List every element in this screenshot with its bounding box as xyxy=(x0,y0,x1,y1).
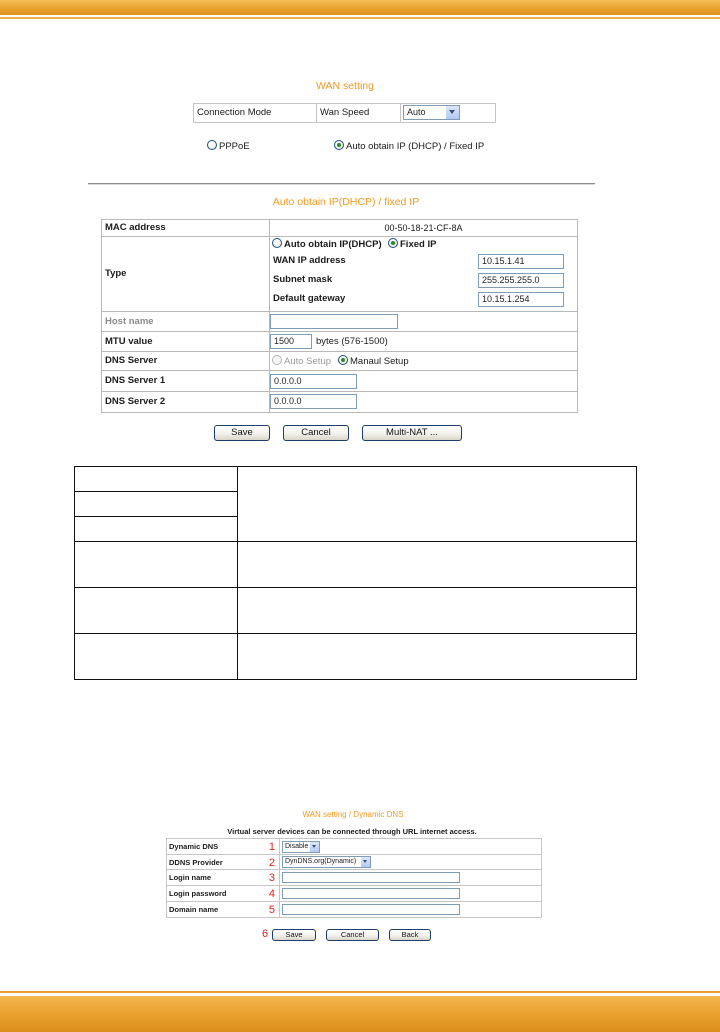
ip-form-title: Auto obtain IP(DHCP) / fixed IP xyxy=(272,196,420,208)
ddns-row-value-cell xyxy=(280,870,542,886)
domain-name-input[interactable] xyxy=(282,904,460,915)
wan-speed-label: Wan Speed xyxy=(317,104,401,122)
ddns-row-label-cell xyxy=(167,870,280,886)
wan-ip-input[interactable]: 10.15.1.41 xyxy=(478,254,564,269)
dns-option-auto[interactable] xyxy=(272,355,331,368)
notes-table xyxy=(74,466,637,680)
ddns-provider-value: DynDNS.org(Dynamic) xyxy=(285,858,357,865)
type-option-auto[interactable] xyxy=(272,238,382,251)
mtu-input[interactable]: 1500 xyxy=(270,334,312,349)
wan-ip-label: WAN IP address xyxy=(273,255,346,266)
ddns-row-value-cell xyxy=(280,902,542,918)
notes-cell xyxy=(75,634,238,680)
dynamic-dns-value: Disable xyxy=(285,843,309,850)
wan-speed-value: Auto xyxy=(407,107,426,117)
header-band xyxy=(0,0,720,15)
pppoe-radio[interactable] xyxy=(207,140,217,150)
dynamic-dns-label: Dynamic DNS xyxy=(169,842,219,851)
marker-2: 2 xyxy=(268,857,275,869)
marker-6: 6 xyxy=(262,928,269,940)
wan-speed-select[interactable] xyxy=(403,105,460,120)
ddns-provider-label: DDNS Provider xyxy=(169,858,223,867)
connection-mode-label: Connection Mode xyxy=(194,104,317,122)
dns2-input[interactable]: 0.0.0.0 xyxy=(270,394,357,409)
ddns-provider-select[interactable] xyxy=(282,856,371,868)
type-option-fixed[interactable] xyxy=(388,238,436,251)
domain-name-label: Domain name xyxy=(169,905,219,914)
notes-cell xyxy=(238,542,637,588)
marker-5: 5 xyxy=(268,904,275,916)
dns1-cell xyxy=(270,371,578,392)
ddns-back-button[interactable]: Back xyxy=(389,929,431,941)
dns-manual-label: Manaul Setup xyxy=(350,356,409,367)
type-label: Type xyxy=(102,237,270,312)
fixed-ip-label: Fixed IP xyxy=(400,239,437,250)
host-name-label: Host name xyxy=(102,312,270,332)
pppoe-label: PPPoE xyxy=(219,141,250,152)
chevron-down-icon[interactable] xyxy=(361,857,370,867)
login-name-input[interactable] xyxy=(282,872,460,883)
dns1-input[interactable]: 0.0.0.0 xyxy=(270,374,357,389)
footer-band xyxy=(0,996,720,1032)
marker-3: 3 xyxy=(268,872,275,884)
dns1-label: DNS Server 1 xyxy=(102,371,270,392)
dns-server-label: DNS Server xyxy=(102,352,270,371)
ddns-cancel-button[interactable]: Cancel xyxy=(326,929,379,941)
connection-table xyxy=(193,103,496,123)
save-button[interactable]: Save xyxy=(214,425,270,441)
chevron-down-icon[interactable] xyxy=(445,106,459,119)
mtu-cell xyxy=(270,332,578,352)
chevron-down-icon[interactable] xyxy=(310,842,319,852)
footer-rule xyxy=(0,991,720,993)
notes-cell xyxy=(238,467,637,542)
mtu-label: MTU value xyxy=(102,332,270,352)
ddns-row-value-cell xyxy=(280,839,542,855)
mtu-hint: bytes (576-1500) xyxy=(316,336,388,347)
ddns-title: WAN setting / Dynamic DNS xyxy=(302,810,404,819)
ddns-row-label-cell xyxy=(167,902,280,918)
multi-nat-button[interactable]: Multi-NAT ... xyxy=(362,425,462,441)
mac-value: 00-50-18-21-CF-8A xyxy=(270,220,578,237)
login-password-input[interactable] xyxy=(282,888,460,899)
dns-server-cell xyxy=(270,352,578,371)
header-rule xyxy=(0,17,720,19)
notes-cell xyxy=(75,517,238,542)
ddns-table xyxy=(166,838,542,918)
login-name-label: Login name xyxy=(169,873,212,882)
notes-cell xyxy=(75,492,238,517)
wan-setting-title: WAN setting xyxy=(316,80,374,92)
fixed-ip-radio[interactable] xyxy=(388,238,398,248)
subnet-mask-label: Subnet mask xyxy=(273,274,333,285)
notes-cell xyxy=(75,542,238,588)
dhcp-radio[interactable] xyxy=(334,140,344,150)
ddns-row-label-cell xyxy=(167,886,280,902)
ip-settings-table xyxy=(101,219,578,413)
ddns-row-value-cell xyxy=(280,855,542,870)
host-name-input[interactable] xyxy=(270,314,398,329)
dns-auto-label: Auto Setup xyxy=(284,356,332,367)
default-gateway-input[interactable]: 10.15.1.254 xyxy=(478,292,564,307)
auto-dhcp-label: Auto obtain IP(DHCP) xyxy=(284,239,382,250)
notes-cell xyxy=(75,467,238,492)
ddns-description: Virtual server devices can be connected through URL internet access. xyxy=(227,827,477,836)
dns-manual-radio[interactable] xyxy=(338,355,348,365)
login-password-label: Login password xyxy=(169,889,227,898)
ddns-row-label-cell xyxy=(167,839,280,855)
host-name-cell xyxy=(270,312,578,332)
notes-cell xyxy=(238,588,637,634)
cancel-button[interactable]: Cancel xyxy=(283,425,349,441)
dns2-cell xyxy=(270,392,578,413)
marker-4: 4 xyxy=(268,888,275,900)
ddns-row-label-cell xyxy=(167,855,280,870)
ddns-row-value-cell xyxy=(280,886,542,902)
dns2-label: DNS Server 2 xyxy=(102,392,270,413)
default-gateway-label: Default gateway xyxy=(273,293,346,304)
mac-label: MAC address xyxy=(102,220,270,237)
dns-auto-radio[interactable] xyxy=(272,355,282,365)
marker-1: 1 xyxy=(268,841,275,853)
wan-speed-cell xyxy=(401,104,495,122)
subnet-mask-input[interactable]: 255.255.255.0 xyxy=(478,273,564,288)
dns-option-manual[interactable] xyxy=(338,355,409,368)
dhcp-label: Auto obtain IP (DHCP) / Fixed IP xyxy=(346,141,485,152)
auto-dhcp-radio[interactable] xyxy=(272,238,282,248)
type-cell xyxy=(270,237,578,312)
notes-cell xyxy=(75,588,238,634)
section-divider xyxy=(88,183,595,184)
ddns-save-button[interactable]: Save xyxy=(272,929,316,941)
dynamic-dns-select[interactable] xyxy=(282,841,320,853)
mode-option-dhcp[interactable] xyxy=(334,140,484,153)
mode-option-pppoe[interactable] xyxy=(207,140,250,153)
notes-cell xyxy=(238,634,637,680)
